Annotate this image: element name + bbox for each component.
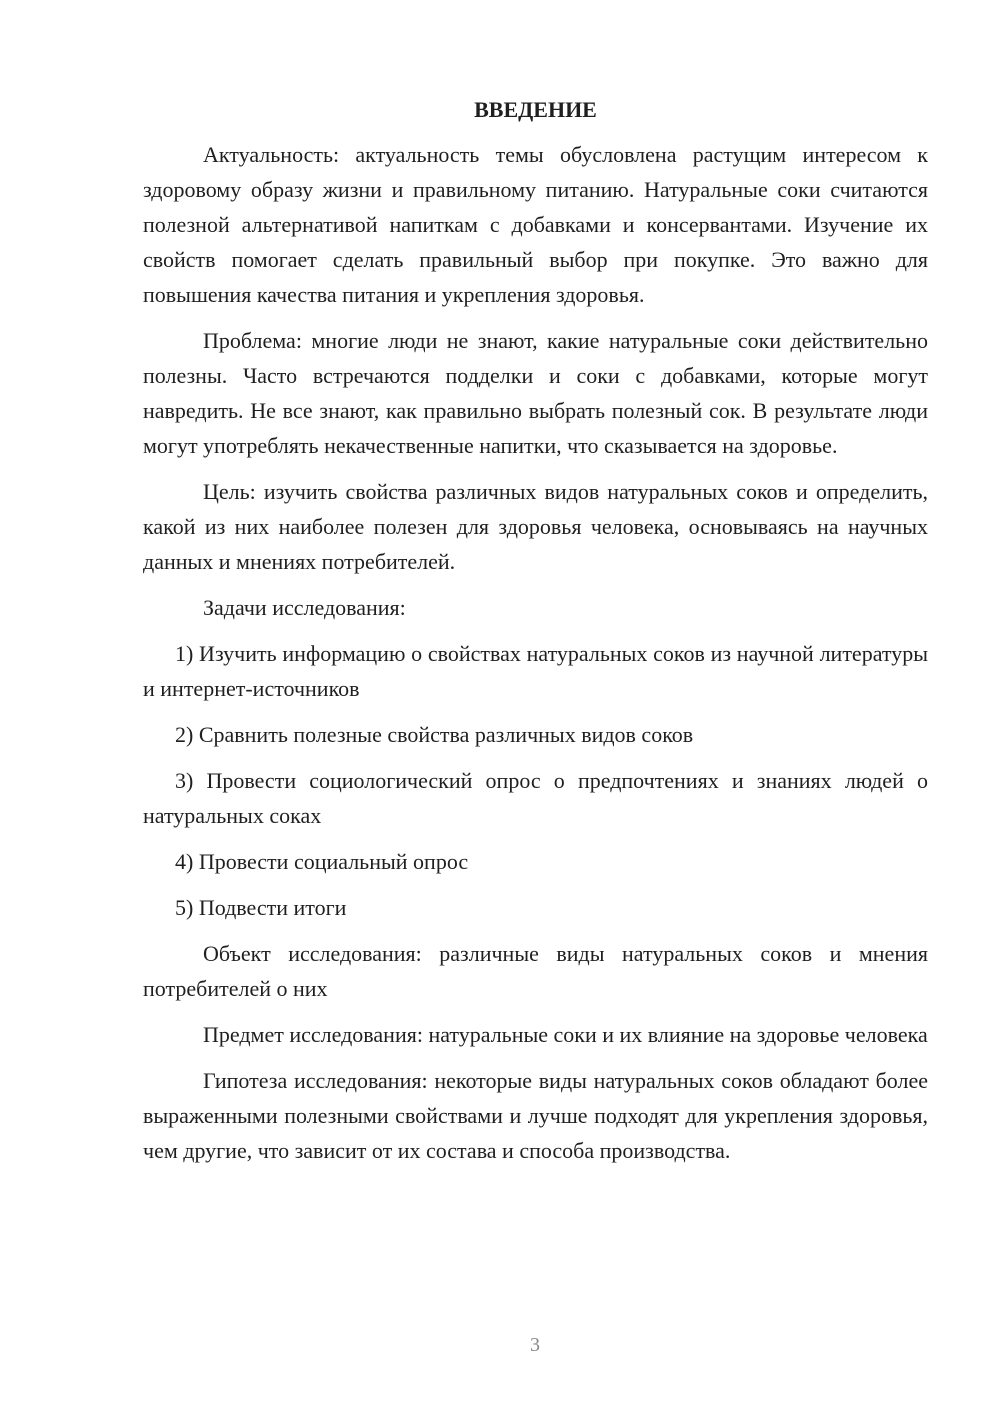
task-item-5: 5) Подвести итоги [175,895,347,920]
task-item-3: 3) Провести социологический опрос о предпочтениях и знаниях людей о натуральных соках [143,768,928,828]
subject-paragraph: Предмет исследования: натуральные соки и их влияние на здоровье человека [203,1022,928,1047]
relevance-paragraph: Актуальность: актуальность темы обусловлена растущим интересом к здоровому образу жизни и правильному питанию. Натуральные соки считаются полезной альтернативой напиткам с добавками и консервантами. Изучение их свойств помогает сделать правильный выбор при покупке. Это важно для повышения качества питания и укрепления здоровья. [143,142,928,307]
page-title: ВВЕДЕНИЕ [474,97,597,122]
task-item-2: 2) Сравнить полезные свойства различных видов соков [175,722,694,747]
tasks-heading: Задачи исследования: [203,595,406,620]
page-number: 3 [530,1334,540,1356]
document-page [143,92,928,1179]
hypothesis-paragraph: Гипотеза исследования: некоторые виды натуральных соков обладают более выраженными полезными свойствами и лучше подходят для укрепления здоровья, чем другие, что зависит от их состава и способа производства. [143,1068,928,1163]
problem-paragraph: Проблема: многие люди не знают, какие натуральные соки действительно полезны. Часто встречаются подделки и соки с добавками, которые могут навредить. Не все знают, как правильно выбрать полезный сок. В результате люди могут употреблять некачественные напитки, что сказывается на здоровье. [143,328,928,458]
goal-paragraph: Цель: изучить свойства различных видов натуральных соков и определить, какой из них наиболее полезен для здоровья человека, основываясь на научных данных и мнениях потребителей. [143,479,928,574]
object-paragraph: Объект исследования: различные виды натуральных соков и мнения потребителей о них [143,941,928,1001]
task-item-1: 1) Изучить информацию о свойствах натуральных соков из научной литературы и интернет-источников [143,641,928,701]
task-item-4: 4) Провести социальный опрос [175,849,469,874]
